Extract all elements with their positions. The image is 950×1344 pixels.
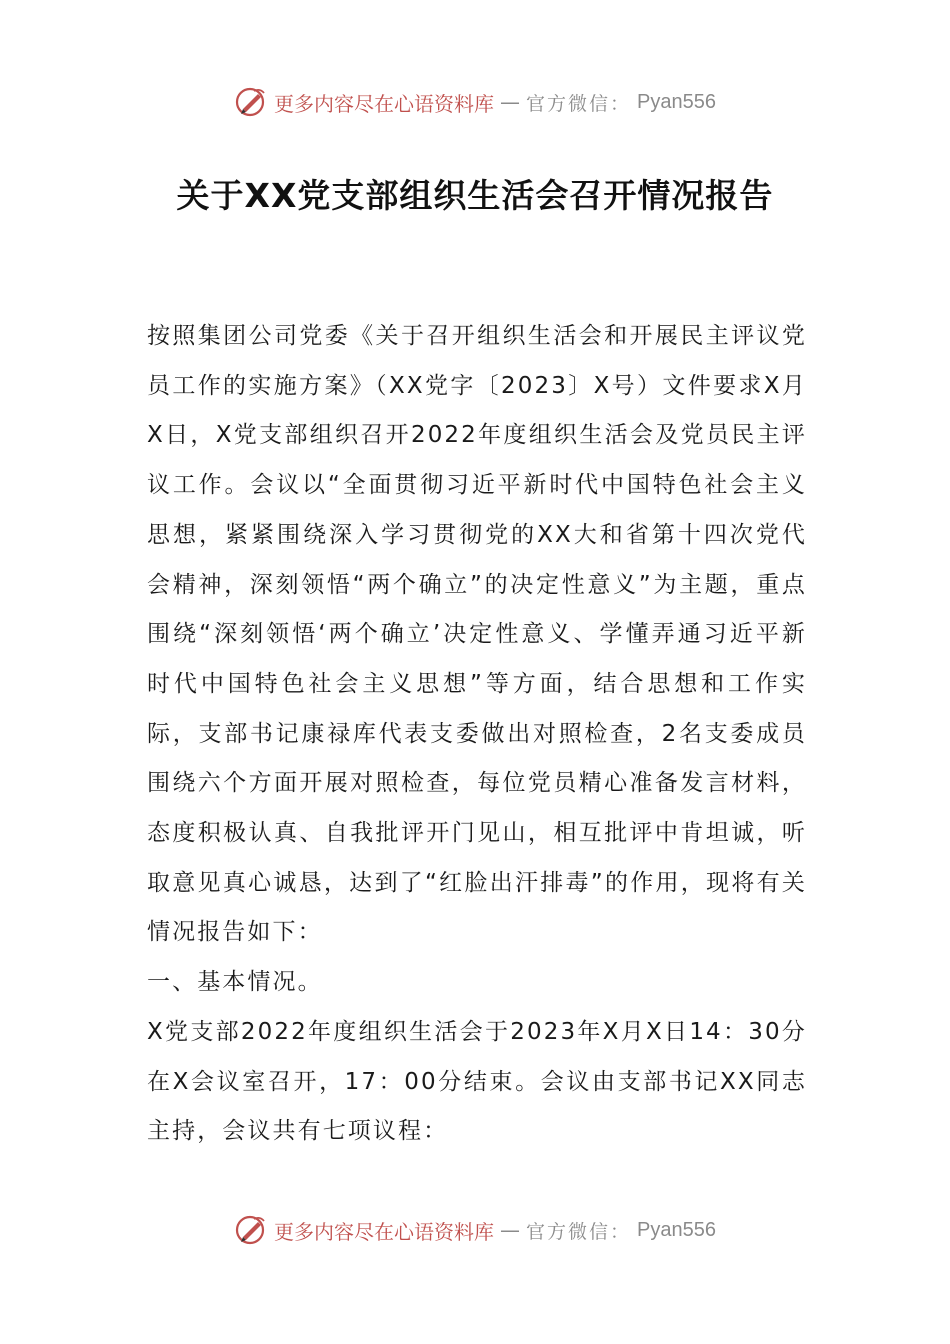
- section-heading-basic: 一、基本情况。: [147, 969, 323, 996]
- pen-logo-icon: [234, 1213, 268, 1247]
- header-banner: [0, 82, 950, 122]
- banner-main-text: 更多内容尽在心语资料库: [274, 1219, 494, 1244]
- paragraph-intro: 按照集团公司党委《关于召开组织生活会和开展民主评议党员工作的实施方案》（XX党字〔2023〕X号）文件要求X月X日，X党支部组织召开2022年度组织生活会及党员民主评议工作。会议以“全面贯彻习近平新时代中国特色社会主义思想，紧紧围绕深入学习贯彻党的XX大和省第十四次党代会精神，深刻领悟“两个确立”的决定性意义”为主题，重点围绕“深刻领悟‘两个确立’决定性意义、学懂弄通习近平新时代中国特色社会主义思想”等方面，结合思想和工作实际，支部书记康禄库代表支委做出对照检查，2名支委成员围绕六个方面开展对照检查，每位党员精心准备发言材料，态度积极认真、自我批评开门见山，相互批评中肯坦诚，听取意见真心诚恳，达到了“红脸出汗排毒”的作用，现将有关情况报告如下：: [147, 323, 807, 946]
- document-body: [147, 312, 807, 1157]
- pen-logo-icon: [234, 85, 268, 119]
- banner-wechat-label: 官方微信：: [526, 92, 632, 115]
- banner-separator: —: [500, 1218, 520, 1242]
- banner-wechat-id: Pyan556: [637, 90, 716, 113]
- banner-wechat-label: 官方微信：: [526, 1220, 632, 1243]
- banner-wechat-id: Pyan556: [637, 1218, 716, 1241]
- document-title: 关于XX党支部组织生活会召开情况报告: [176, 176, 774, 215]
- paragraph-basic-info: X党支部2022年度组织生活会于2023年X月X日14：30分在X会议室召开，17：00分结束。会议由支部书记XX同志主持，会议共有七项议程：: [147, 1018, 807, 1145]
- banner-main-text: 更多内容尽在心语资料库: [274, 91, 494, 116]
- footer-banner: [0, 1210, 950, 1250]
- banner-separator: —: [500, 90, 520, 114]
